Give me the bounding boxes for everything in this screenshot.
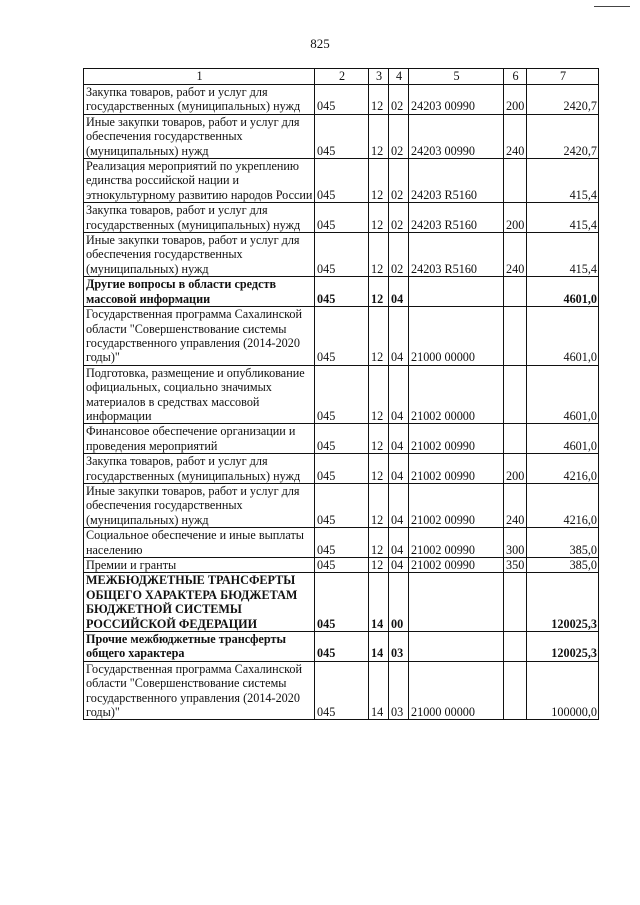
table-row bbox=[84, 558, 599, 573]
subsection-code-cell: 04 bbox=[389, 528, 409, 558]
amount-cell: 2420,7 bbox=[527, 114, 599, 158]
target-item-code-cell: 21000 00000 bbox=[409, 307, 504, 366]
table-row bbox=[84, 203, 599, 233]
table-row bbox=[84, 661, 599, 720]
row-name-cell: Закупка товаров, работ и услуг для государственных (муниципальных) нужд bbox=[84, 203, 315, 233]
section-code-cell: 14 bbox=[369, 632, 389, 662]
amount-cell: 4216,0 bbox=[527, 454, 599, 484]
subsection-code-cell: 04 bbox=[389, 454, 409, 484]
target-item-code-cell: 21002 00990 bbox=[409, 424, 504, 454]
target-item-code-cell: 24203 R5160 bbox=[409, 233, 504, 277]
ministry-code-cell: 045 bbox=[315, 277, 369, 307]
section-code-cell: 12 bbox=[369, 528, 389, 558]
table-row bbox=[84, 365, 599, 424]
subsection-code-cell: 00 bbox=[389, 573, 409, 632]
row-name-cell: Иные закупки товаров, работ и услуг для обеспечения государственных (муниципальных) нужд bbox=[84, 114, 315, 158]
target-item-code-cell bbox=[409, 632, 504, 662]
subsection-code-cell: 04 bbox=[389, 558, 409, 573]
ministry-code-cell: 045 bbox=[315, 661, 369, 720]
section-code-cell: 12 bbox=[369, 365, 389, 424]
table-row bbox=[84, 85, 599, 115]
row-name-cell: Государственная программа Сахалинской области "Совершенствование системы государственного управления (2014-2020 годы)" bbox=[84, 307, 315, 366]
ministry-code-cell: 045 bbox=[315, 424, 369, 454]
target-item-code-cell: 21002 00990 bbox=[409, 528, 504, 558]
row-name-cell: Закупка товаров, работ и услуг для государственных (муниципальных) нужд bbox=[84, 85, 315, 115]
row-name-cell: Социальное обеспечение и иные выплаты населению bbox=[84, 528, 315, 558]
row-name-cell: Реализация мероприятий по укреплению единства российской нации и этнокультурному развитию народов России bbox=[84, 159, 315, 203]
expense-type-code-cell bbox=[504, 307, 527, 366]
header-cell: 6 bbox=[504, 69, 527, 85]
subsection-code-cell: 04 bbox=[389, 365, 409, 424]
row-name-cell: Подготовка, размещение и опубликование официальных, социально значимых материалов в средствах массовой информации bbox=[84, 365, 315, 424]
ministry-code-cell: 045 bbox=[315, 632, 369, 662]
target-item-code-cell: 24203 R5160 bbox=[409, 159, 504, 203]
amount-cell: 385,0 bbox=[527, 528, 599, 558]
section-code-cell: 12 bbox=[369, 233, 389, 277]
table-row bbox=[84, 233, 599, 277]
ministry-code-cell: 045 bbox=[315, 307, 369, 366]
target-item-code-cell: 21002 00990 bbox=[409, 454, 504, 484]
section-code-cell: 12 bbox=[369, 277, 389, 307]
amount-cell: 415,4 bbox=[527, 203, 599, 233]
section-code-cell: 12 bbox=[369, 454, 389, 484]
table-row bbox=[84, 528, 599, 558]
header-cell: 7 bbox=[527, 69, 599, 85]
section-code-cell: 12 bbox=[369, 114, 389, 158]
expense-type-code-cell bbox=[504, 632, 527, 662]
amount-cell: 120025,3 bbox=[527, 573, 599, 632]
amount-cell: 415,4 bbox=[527, 233, 599, 277]
target-item-code-cell: 24203 00990 bbox=[409, 85, 504, 115]
table-row bbox=[84, 307, 599, 366]
ministry-code-cell: 045 bbox=[315, 85, 369, 115]
expense-type-code-cell bbox=[504, 159, 527, 203]
row-name-cell: Иные закупки товаров, работ и услуг для обеспечения государственных (муниципальных) нужд bbox=[84, 483, 315, 527]
expense-type-code-cell: 200 bbox=[504, 85, 527, 115]
subsection-code-cell: 04 bbox=[389, 483, 409, 527]
row-name-cell: Премии и гранты bbox=[84, 558, 315, 573]
amount-cell: 100000,0 bbox=[527, 661, 599, 720]
target-item-code-cell: 24203 R5160 bbox=[409, 203, 504, 233]
amount-cell: 4601,0 bbox=[527, 307, 599, 366]
subsection-code-cell: 04 bbox=[389, 307, 409, 366]
subsection-code-cell: 04 bbox=[389, 424, 409, 454]
header-cell: 3 bbox=[369, 69, 389, 85]
amount-cell: 2420,7 bbox=[527, 85, 599, 115]
expense-type-code-cell: 200 bbox=[504, 203, 527, 233]
target-item-code-cell bbox=[409, 573, 504, 632]
page-number: 825 bbox=[310, 36, 330, 51]
section-code-cell: 12 bbox=[369, 85, 389, 115]
section-code-cell: 12 bbox=[369, 203, 389, 233]
expense-type-code-cell: 240 bbox=[504, 233, 527, 277]
ministry-code-cell: 045 bbox=[315, 558, 369, 573]
subsection-code-cell: 02 bbox=[389, 233, 409, 277]
section-code-cell: 12 bbox=[369, 483, 389, 527]
target-item-code-cell bbox=[409, 277, 504, 307]
target-item-code-cell: 24203 00990 bbox=[409, 114, 504, 158]
header-cell: 1 bbox=[84, 69, 315, 85]
expense-type-code-cell: 300 bbox=[504, 528, 527, 558]
amount-cell: 120025,3 bbox=[527, 632, 599, 662]
subsection-code-cell: 03 bbox=[389, 632, 409, 662]
table-row bbox=[84, 573, 599, 632]
row-name-cell: Другие вопросы в области средств массовой информации bbox=[84, 277, 315, 307]
row-name-cell: Государственная программа Сахалинской области "Совершенствование системы государственного управления (2014-2020 годы)" bbox=[84, 661, 315, 720]
amount-cell: 4601,0 bbox=[527, 365, 599, 424]
table-row bbox=[84, 632, 599, 662]
amount-cell: 415,4 bbox=[527, 159, 599, 203]
target-item-code-cell: 21002 00990 bbox=[409, 558, 504, 573]
section-code-cell: 14 bbox=[369, 661, 389, 720]
table-row bbox=[84, 454, 599, 484]
header-row bbox=[84, 69, 599, 85]
table-row bbox=[84, 277, 599, 307]
table-row bbox=[84, 424, 599, 454]
row-name-cell: МЕЖБЮДЖЕТНЫЕ ТРАНСФЕРТЫ ОБЩЕГО ХАРАКТЕРА БЮДЖЕТАМ БЮДЖЕТНОЙ СИСТЕМЫ РОССИЙСКОЙ ФЕДЕРАЦИИ bbox=[84, 573, 315, 632]
target-item-code-cell: 21002 00990 bbox=[409, 483, 504, 527]
row-name-cell: Иные закупки товаров, работ и услуг для обеспечения государственных (муниципальных) нужд bbox=[84, 233, 315, 277]
table-row bbox=[84, 159, 599, 203]
expense-type-code-cell bbox=[504, 424, 527, 454]
budget-table bbox=[83, 68, 599, 720]
ministry-code-cell: 045 bbox=[315, 114, 369, 158]
expense-type-code-cell bbox=[504, 573, 527, 632]
amount-cell: 4601,0 bbox=[527, 424, 599, 454]
section-code-cell: 14 bbox=[369, 573, 389, 632]
ministry-code-cell: 045 bbox=[315, 573, 369, 632]
expense-type-code-cell: 240 bbox=[504, 114, 527, 158]
subsection-code-cell: 02 bbox=[389, 159, 409, 203]
subsection-code-cell: 02 bbox=[389, 85, 409, 115]
amount-cell: 4601,0 bbox=[527, 277, 599, 307]
header-cell: 4 bbox=[389, 69, 409, 85]
expense-type-code-cell: 200 bbox=[504, 454, 527, 484]
expense-type-code-cell bbox=[504, 365, 527, 424]
subsection-code-cell: 04 bbox=[389, 277, 409, 307]
target-item-code-cell: 21000 00000 bbox=[409, 661, 504, 720]
row-name-cell: Закупка товаров, работ и услуг для государственных (муниципальных) нужд bbox=[84, 454, 315, 484]
ministry-code-cell: 045 bbox=[315, 483, 369, 527]
target-item-code-cell: 21002 00000 bbox=[409, 365, 504, 424]
table-row bbox=[84, 114, 599, 158]
corner-mark bbox=[594, 6, 630, 7]
ministry-code-cell: 045 bbox=[315, 454, 369, 484]
expense-type-code-cell: 240 bbox=[504, 483, 527, 527]
subsection-code-cell: 02 bbox=[389, 203, 409, 233]
expense-type-code-cell: 350 bbox=[504, 558, 527, 573]
section-code-cell: 12 bbox=[369, 558, 389, 573]
table-row bbox=[84, 483, 599, 527]
header-cell: 2 bbox=[315, 69, 369, 85]
ministry-code-cell: 045 bbox=[315, 203, 369, 233]
ministry-code-cell: 045 bbox=[315, 233, 369, 277]
header-cell: 5 bbox=[409, 69, 504, 85]
expense-type-code-cell bbox=[504, 277, 527, 307]
section-code-cell: 12 bbox=[369, 424, 389, 454]
subsection-code-cell: 02 bbox=[389, 114, 409, 158]
ministry-code-cell: 045 bbox=[315, 528, 369, 558]
ministry-code-cell: 045 bbox=[315, 365, 369, 424]
section-code-cell: 12 bbox=[369, 159, 389, 203]
row-name-cell: Прочие межбюджетные трансферты общего характера bbox=[84, 632, 315, 662]
amount-cell: 4216,0 bbox=[527, 483, 599, 527]
ministry-code-cell: 045 bbox=[315, 159, 369, 203]
amount-cell: 385,0 bbox=[527, 558, 599, 573]
subsection-code-cell: 03 bbox=[389, 661, 409, 720]
row-name-cell: Финансовое обеспечение организации и проведения мероприятий bbox=[84, 424, 315, 454]
section-code-cell: 12 bbox=[369, 307, 389, 366]
expense-type-code-cell bbox=[504, 661, 527, 720]
